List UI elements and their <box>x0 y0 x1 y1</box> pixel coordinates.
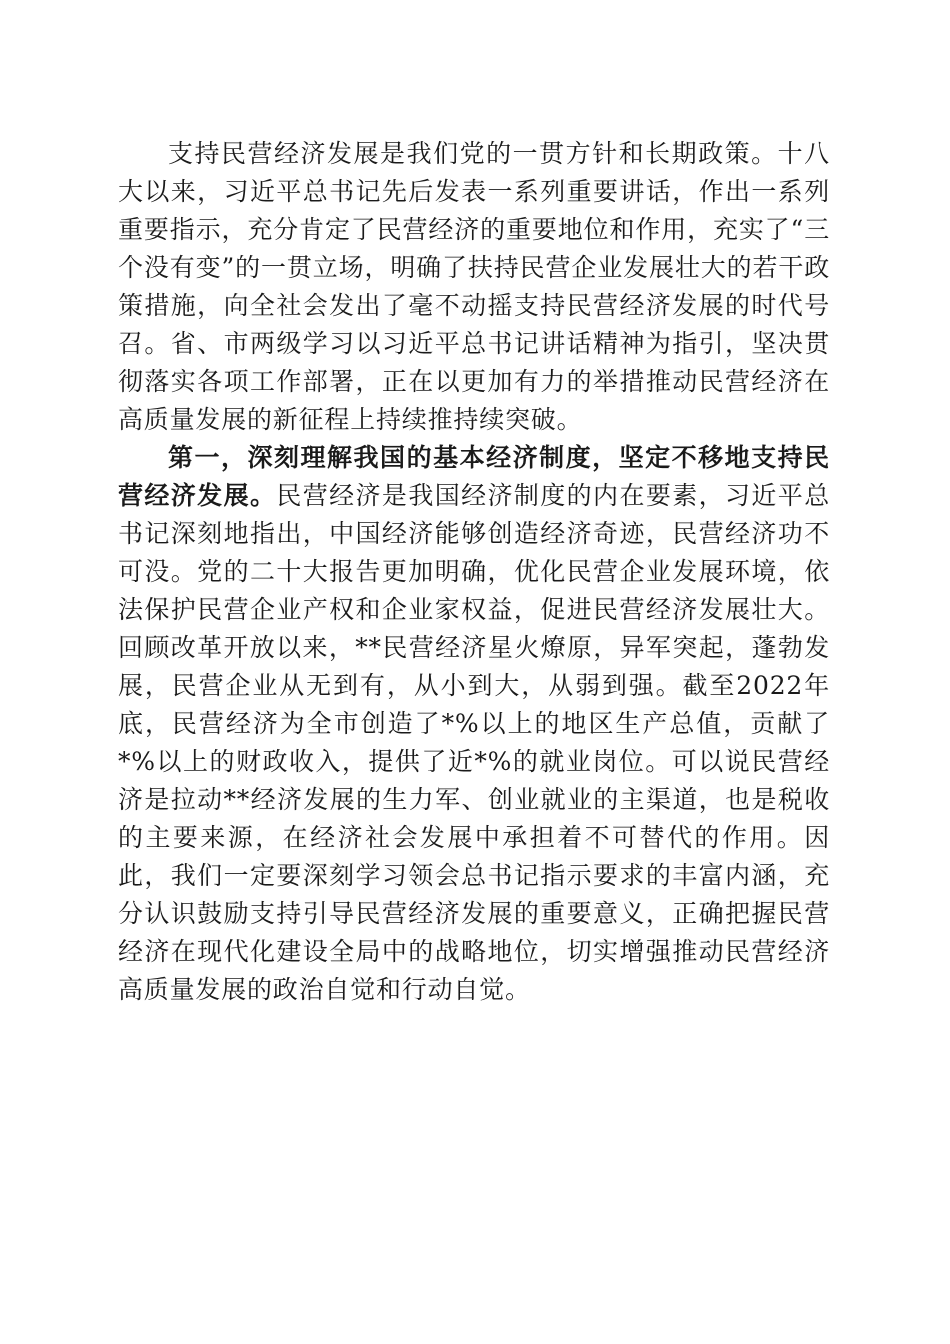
paragraph-lead: 第一，深刻理解我国的基本经济制度，坚定不移地支持民营经济发展。 <box>118 443 830 510</box>
paragraph-first-point <box>118 439 830 1009</box>
paragraph-body: 支持民营经济发展是我们党的一贯方针和长期政策。十八大以来，习近平总书记先后发表一系列重要讲话，作出一系列重要指示，充分肯定了民营经济的重要地位和作用，充实了“三个没有变”的一贯立场，明确了扶持民营企业发展壮大的若干政策措施，向全社会发出了毫不动摇支持民营经济发展的时代号召。省、市两级学习以习近平总书记讲话精神为指引，坚决贯彻落实各项工作部署，正在以更加有力的举措推动民营经济在高质量发展的新征程上持续推持续突破。 <box>118 139 830 434</box>
document-page <box>118 135 830 1009</box>
paragraph-body: 民营经济是我国经济制度的内在要素，习近平总书记深刻地指出，中国经济能够创造经济奇迹，民营经济功不可没。党的二十大报告更加明确，优化民营企业发展环境，依法保护民营企业产权和企业家权益，促进民营经济发展壮大。回顾改革开放以来，**民营经济星火燎原，异军突起，蓬勃发展，民营企业从无到有，从小到大，从弱到强。截至2022年底，民营经济为全市创造了*%以上的地区生产总值，贡献了*%以上的财政收入，提供了近*%的就业岗位。可以说民营经济是拉动**经济发展的生力军、创业就业的主渠道，也是税收的主要来源，在经济社会发展中承担着不可替代的作用。因此，我们一定要深刻学习领会总书记指示要求的丰富内涵，充分认识鼓励支持引导民营经济发展的重要意义，正确把握民营经济在现代化建设全局中的战略地位，切实增强推动民营经济高质量发展的政治自觉和行动自觉。 <box>118 481 830 1004</box>
paragraph-intro <box>118 135 830 439</box>
